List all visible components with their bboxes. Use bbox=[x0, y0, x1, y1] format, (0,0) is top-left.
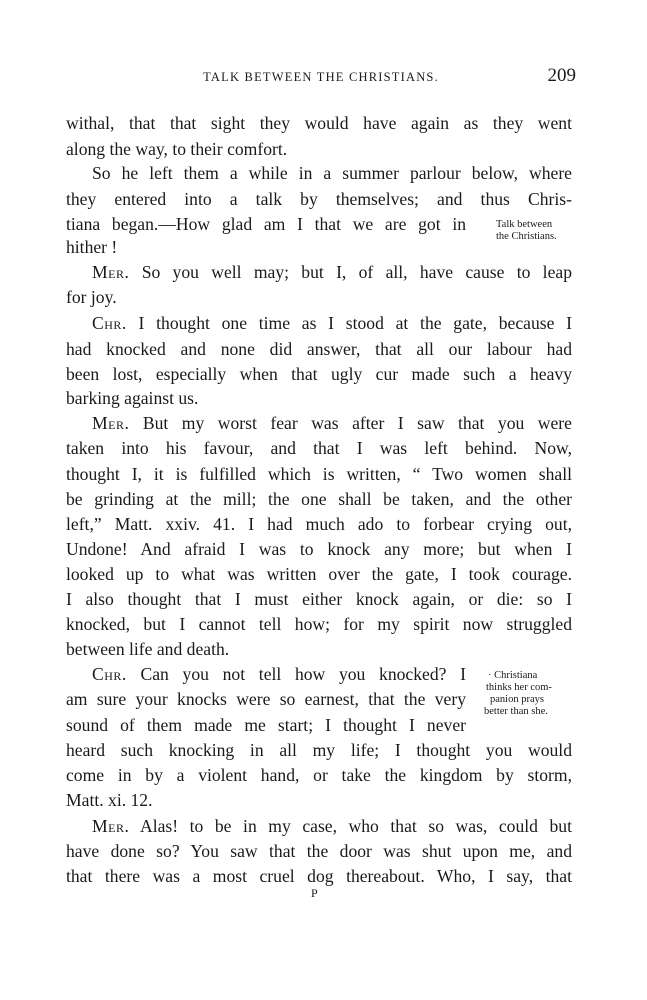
text-line bbox=[92, 259, 572, 285]
text-line: Undone! And afraid I was to knock any more; but when I bbox=[66, 539, 572, 559]
text-line: tiana began.—How glad am I that we are got in bbox=[66, 214, 466, 234]
page-number: 209 bbox=[547, 65, 576, 86]
text-line: withal, that that sight they would have again as they went bbox=[66, 113, 572, 133]
marginal-note-line: · Christiana bbox=[488, 670, 538, 681]
marginal-note-line: Talk between bbox=[496, 219, 553, 230]
text-line: hither ! bbox=[66, 237, 118, 257]
marginal-note-line: better than she. bbox=[484, 706, 548, 717]
running-head bbox=[66, 65, 576, 96]
marginal-note bbox=[484, 670, 552, 718]
text-line: heard such knocking in all my life; I thought you would bbox=[66, 740, 572, 760]
speaker-label: Mer. bbox=[92, 816, 130, 836]
marginal-note-line: thinks her com- bbox=[486, 682, 552, 693]
text-line bbox=[92, 310, 572, 336]
text-line-content: I thought one time as I stood at the gate, because I bbox=[138, 313, 572, 333]
text-line: been lost, especially when that ugly cur made such a heavy bbox=[66, 364, 572, 384]
text-line-content: Alas! to be in my case, who that so was, could but bbox=[139, 816, 572, 836]
text-line: left,” Matt. xxiv. 41. I had much ado to forbear crying out, bbox=[66, 514, 572, 534]
text-line: taken into his favour, and that I was left behind. Now, bbox=[66, 438, 572, 458]
text-line: come in by a violent hand, or take the kingdom by storm, bbox=[66, 765, 572, 785]
text-line: for joy. bbox=[66, 287, 117, 307]
text-line: Matt. xi. 12. bbox=[66, 790, 153, 810]
speaker-label: Mer. bbox=[92, 262, 130, 282]
speaker-label: Chr. bbox=[92, 664, 127, 684]
text-line-content: So you well may; but I, of all, have cause to leap bbox=[141, 262, 572, 282]
speaker-label: Chr. bbox=[92, 313, 127, 333]
text-line bbox=[92, 410, 572, 436]
text-line: be grinding at the mill; the one shall be taken, and the other bbox=[66, 489, 572, 509]
text-line: am sure your knocks were so earnest, that the very bbox=[66, 689, 466, 709]
text-line-content: But my worst fear was after I saw that you were bbox=[142, 413, 572, 433]
marginal-note bbox=[496, 219, 557, 243]
text-line: between life and death. bbox=[66, 639, 230, 659]
text-line: barking against us. bbox=[66, 388, 199, 408]
text-line: sound of them made me start; I thought I never bbox=[66, 715, 466, 735]
text-line-content: Can you not tell how you knocked? I bbox=[140, 664, 467, 684]
text-line: have done so? You saw that the door was shut upon me, and bbox=[66, 841, 572, 861]
speaker-label: Mer. bbox=[92, 413, 130, 433]
text-line: along the way, to their comfort. bbox=[66, 139, 288, 159]
text-line: they entered into a talk by themselves; and thus Chris- bbox=[66, 189, 572, 209]
text-line: So he left them a while in a summer parlour below, where bbox=[92, 163, 572, 183]
text-line: looked up to what was written over the gate, I took courage. bbox=[66, 564, 572, 584]
text-line: thought I, it is fulfilled which is written, “ Two women shall bbox=[66, 464, 572, 484]
signature-mark: P bbox=[311, 886, 318, 900]
text-line: had knocked and none did answer, that all our labour had bbox=[66, 339, 572, 359]
marginal-note-line: the Christians. bbox=[496, 231, 557, 242]
running-head-title: TALK BETWEEN THE CHRISTIANS. bbox=[203, 70, 439, 84]
text-line: knocked, but I cannot tell how; for my spirit now struggled bbox=[66, 614, 572, 634]
text-line bbox=[92, 661, 466, 687]
marginal-note-line: panion prays bbox=[490, 694, 544, 705]
text-line: that there was a most cruel dog thereabout. Who, I say, that bbox=[66, 866, 572, 886]
text-line: I also thought that I must either knock again, or die: so I bbox=[66, 589, 572, 609]
text-line bbox=[92, 813, 572, 839]
